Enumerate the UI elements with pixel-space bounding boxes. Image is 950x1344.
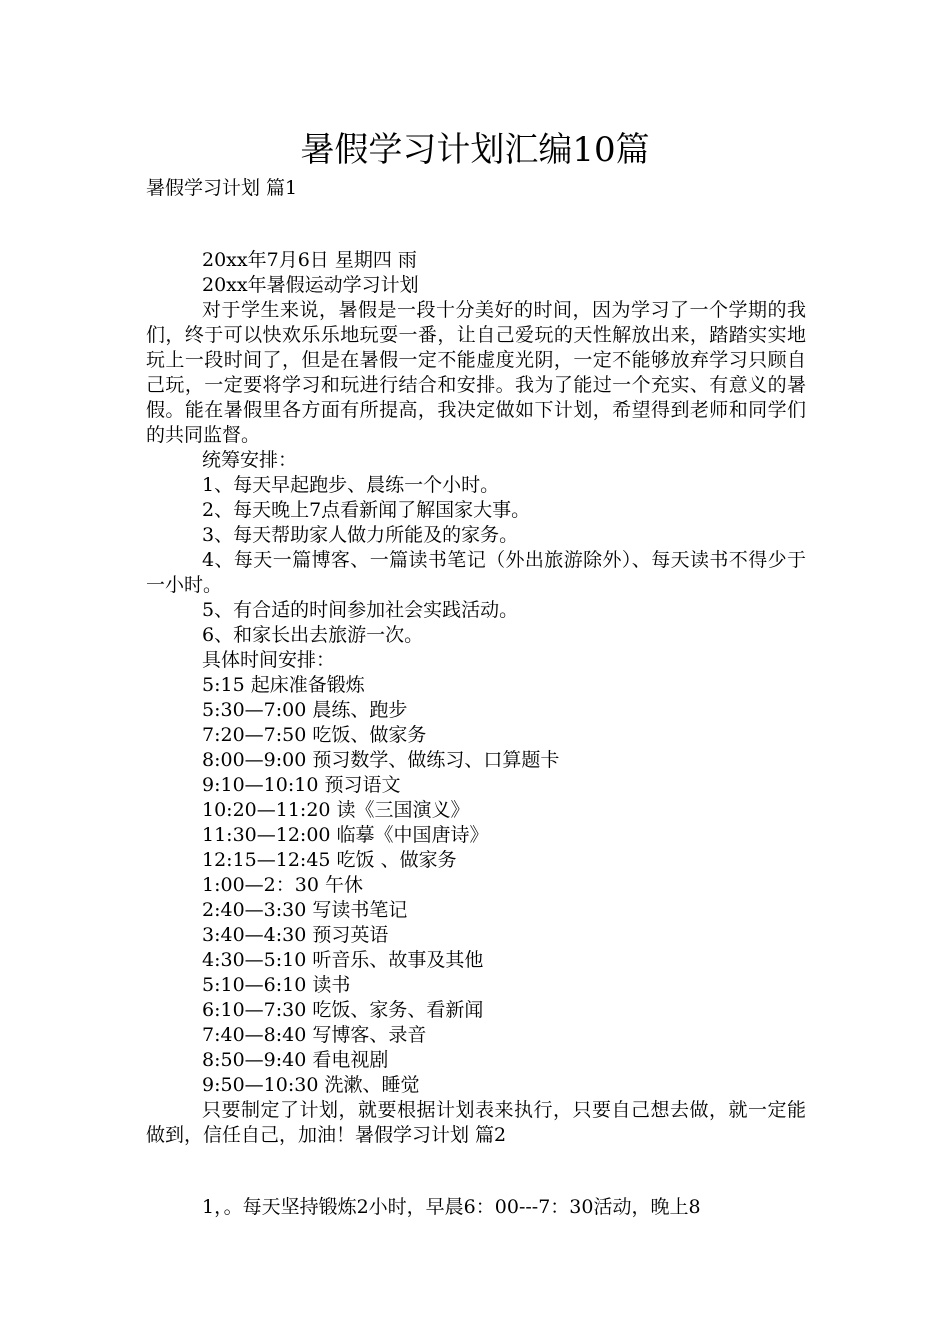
schedule-item: 5:30—7:00 晨练、跑步 bbox=[202, 699, 408, 721]
section-gap bbox=[146, 1148, 806, 1195]
section-1-heading: 暑假学习计划 篇1 bbox=[146, 177, 298, 199]
intro-paragraph: 对于学生来说，暑假是一段十分美好的时间，因为学习了一个学期的我们，终于可以快欢乐乐地玩耍一番，让自己爱玩的天性解放出来，踏踏实实地玩上一段时间了，但是在暑假一定不能虚度光阴，一定不能够放弃学习只顾自己玩，一定要将学习和玩进行结合和安排。我为了能过一个充实、有意义的暑假。能在暑假里各方面有所提高，我决定做如下计划，希望得到老师和同学们的共同监督。 bbox=[146, 299, 806, 446]
schedule-heading: 具体时间安排： bbox=[202, 649, 336, 671]
schedule-item: 1:00—2：30 午休 bbox=[202, 874, 363, 896]
schedule-item: 11:30—12:00 临摹《中国唐诗》 bbox=[202, 824, 489, 846]
schedule-item: 8:50—9:40 看电视剧 bbox=[202, 1049, 389, 1071]
document-body bbox=[146, 248, 806, 1220]
schedule-item: 7:40—8:40 写博客、录音 bbox=[202, 1024, 427, 1046]
date-line: 20xx年7月6日 星期四 雨 bbox=[202, 249, 417, 271]
overall-item: 4、每天一篇博客、一篇读书笔记（外出旅游除外）、每天读书不得少于一小时。 bbox=[146, 549, 806, 596]
schedule-item: 5:15 起床准备锻炼 bbox=[202, 674, 365, 696]
schedule-item: 5:10—6:10 读书 bbox=[202, 974, 351, 996]
schedule-item: 3:40—4:30 预习英语 bbox=[202, 924, 389, 946]
schedule-item: 12:15—12:45 吃饭 、做家务 bbox=[202, 849, 457, 871]
schedule-item: 2:40—3:30 写读书笔记 bbox=[202, 899, 408, 921]
overall-item: 3、每天帮助家人做力所能及的家务。 bbox=[202, 524, 519, 546]
schedule-item: 6:10—7:30 吃饭、家务、看新闻 bbox=[202, 999, 484, 1021]
overall-heading: 统筹安排： bbox=[202, 449, 298, 471]
schedule-item: 9:50—10:30 洗漱、睡觉 bbox=[202, 1074, 420, 1096]
overall-item: 1、每天早起跑步、晨练一个小时。 bbox=[202, 474, 500, 496]
section-2-first-line: 1，。每天坚持锻炼2小时，早晨6：00---7：30活动，晚上8 bbox=[202, 1196, 701, 1218]
document-title: 暑假学习计划汇编10篇 bbox=[300, 130, 650, 170]
schedule-item: 9:10—10:10 预习语文 bbox=[202, 774, 401, 796]
schedule-item: 7:20—7:50 吃饭、做家务 bbox=[202, 724, 427, 746]
overall-item: 5、有合适的时间参加社会实践活动。 bbox=[202, 599, 519, 621]
closing-paragraph: 只要制定了计划，就要根据计划表来执行，只要自己想去做，就一定能做到，信任自己，加油！暑假学习计划 篇2 bbox=[146, 1099, 806, 1146]
overall-item: 2、每天晚上7点看新闻了解国家大事。 bbox=[202, 499, 531, 521]
plan-title: 20xx年暑假运动学习计划 bbox=[202, 274, 419, 296]
overall-item: 6、和家长出去旅游一次。 bbox=[202, 624, 424, 646]
schedule-item: 10:20—11:20 读《三国演义》 bbox=[202, 799, 470, 821]
schedule-item: 8:00—9:00 预习数学、做练习、口算题卡 bbox=[202, 749, 560, 771]
schedule-item: 4:30—5:10 听音乐、故事及其他 bbox=[202, 949, 484, 971]
